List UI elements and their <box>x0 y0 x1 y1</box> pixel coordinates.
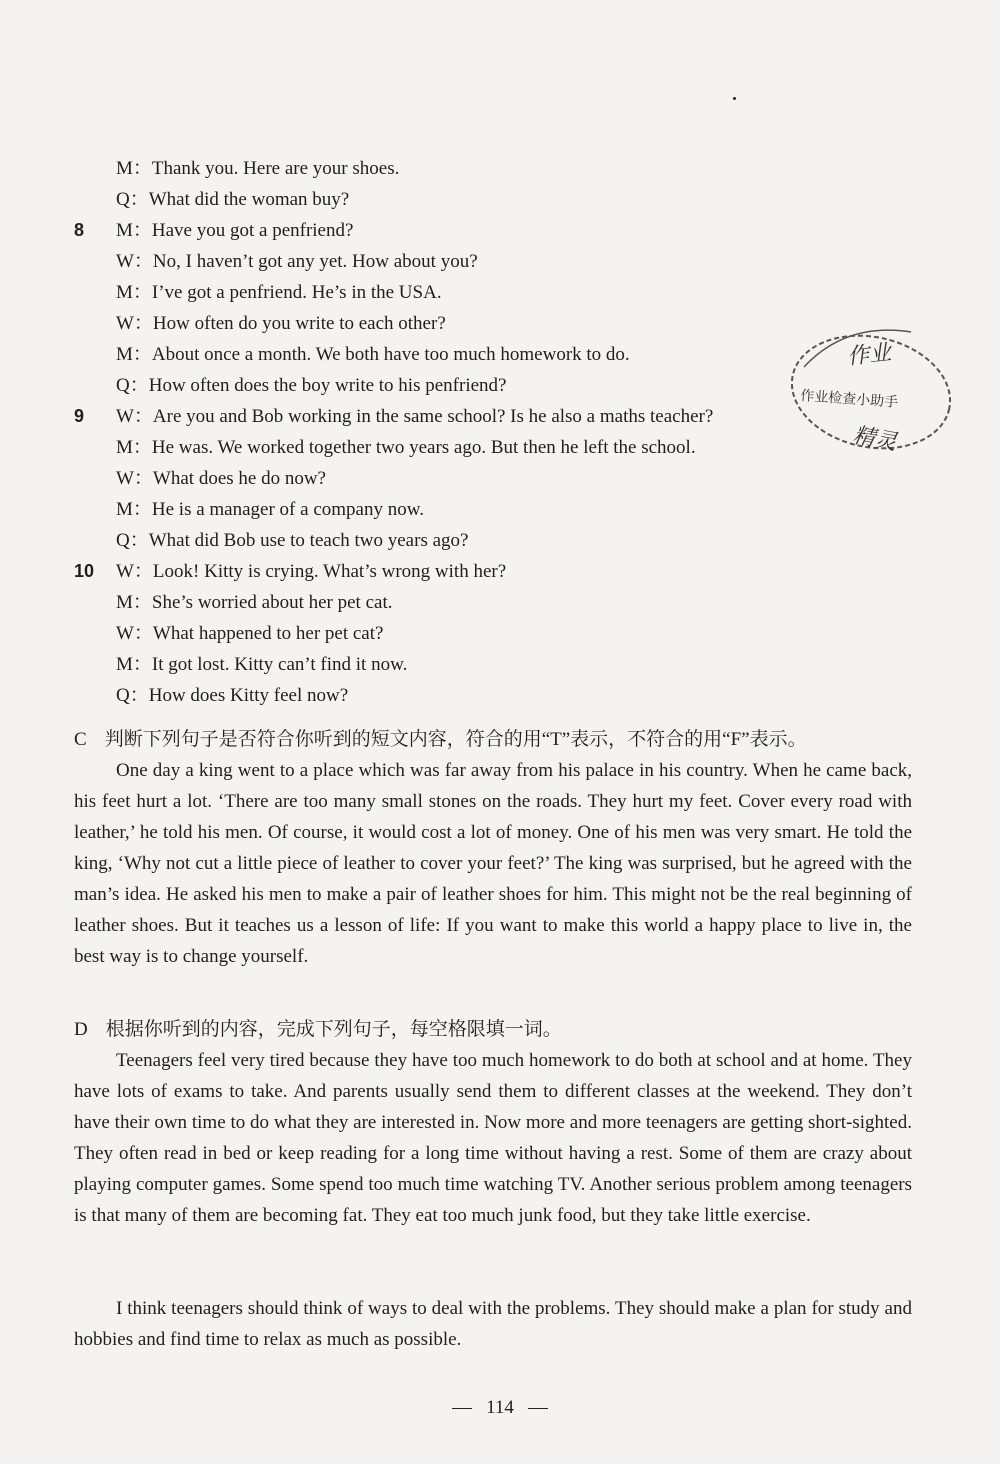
section-c-passage: One day a king went to a place which was far away from his palace in his country. When he came back, his feet hurt a lot. ‘There are too many small stones on the roads. They hurt my feet. Cover every road with leather,’ he told his men. Of course, it would cost a lot of money. One of his men was very smart. He told the king, ‘Why not cut a little piece of leather to cover your feet?’ The king was surprised, but he agreed with the man’s idea. He asked his men to make a pair of leather shoes for him. This might not be the real beginning of leather shoes. But it teaches us a lesson of life: If you want to make this world a happy place to live in, the best way is to change yourself. <box>74 760 912 967</box>
dialogue-text: M：About once a month. We both have too much homework to do. <box>116 344 630 365</box>
dialogue-line <box>0 649 1000 680</box>
section-d-passage-1: Teenagers feel very tired because they have too much homework to do both at school and at home. They have lots of exams to take. And parents usually send them to different classes at the weekend. They don’t have their own time to do what they are interested in. Now more and more teenagers are getting short-sighted. They often read in bed or keep reading for a long time without having a rest. Some of them are crazy about playing computer games. Some spend too much time watching TV. Another serious problem among teenagers is that many of them are becoming fat. They eat too much junk food, but they take little exercise. <box>74 1050 912 1226</box>
stamp-logo <box>786 312 956 472</box>
question-number: 8 <box>74 220 85 240</box>
dialogue-line <box>0 184 1000 215</box>
dialogue-text: W：What happened to her pet cat? <box>116 623 384 644</box>
dialogue-text: M：She’s worried about her pet cat. <box>116 592 393 613</box>
dialogue-line <box>0 680 1000 711</box>
section-d-passage-2: I think teenagers should think of ways to deal with the problems. They should make a plan for study and hobbies and find time to relax as much as possible. <box>74 1298 912 1350</box>
footer-dash-left <box>452 1408 472 1409</box>
question-number: 9 <box>74 406 85 426</box>
dialogue-line <box>0 494 1000 525</box>
dialogue-text: M：Have you got a penfriend? <box>116 220 354 241</box>
dialogue-text: Q：What did Bob use to teach two years ago? <box>116 530 469 551</box>
ink-dot <box>733 97 736 100</box>
section-c-letter: C <box>74 729 87 750</box>
dialogue-text: M：I’ve got a penfriend. He’s in the USA. <box>116 282 442 303</box>
stamp-top-text: 作业 <box>846 340 893 370</box>
dialogue-text: M：It got lost. Kitty can’t find it now. <box>116 654 408 675</box>
dialogue-text: M：Thank you. Here are your shoes. <box>116 158 400 179</box>
dialogue-text: M：He was. We worked together two years ago. But then he left the school. <box>116 437 696 458</box>
section-d-instruction: 根据你听到的内容，完成下列句子，每空格限填一词。 <box>105 1019 562 1040</box>
page-footer <box>0 1393 1000 1423</box>
section-d-letter: D <box>74 1019 88 1040</box>
dialogue-text: W：How often do you write to each other? <box>116 313 446 334</box>
dialogue-line <box>0 246 1000 277</box>
dialogue-text: Q：How does Kitty feel now? <box>116 685 349 706</box>
dialogue-line <box>0 525 1000 556</box>
dialogue-line <box>0 215 1000 246</box>
dialogue-line <box>0 277 1000 308</box>
dialogue-line <box>0 153 1000 184</box>
dialogue-text: W：What does he do now? <box>116 468 326 489</box>
dialogue-text: W：No, I haven’t got any yet. How about you? <box>116 251 478 272</box>
dialogue-text: W：Are you and Bob working in the same school? Is he also a maths teacher? <box>116 406 714 427</box>
dialogue-text: Q：What did the woman buy? <box>116 189 350 210</box>
dialogue-line <box>0 556 1000 587</box>
dialogue-line <box>0 618 1000 649</box>
page-number: 114 <box>486 1397 514 1418</box>
footer-dash-right <box>528 1408 548 1409</box>
dialogue-text: Q：How often does the boy write to his penfriend? <box>116 375 507 396</box>
dialogue-text: M：He is a manager of a company now. <box>116 499 424 520</box>
section-d-heading <box>74 1015 562 1045</box>
question-number: 10 <box>74 561 95 581</box>
section-c-heading <box>74 725 807 755</box>
section-c-instruction: 判断下列句子是否符合你听到的短文内容，符合的用“T”表示，不符合的用“F”表示。 <box>104 729 807 750</box>
dialogue-text: W：Look! Kitty is crying. What’s wrong with her? <box>116 561 507 582</box>
dialogue-line <box>0 587 1000 618</box>
stamp-middle-text: 作业检查小助手 <box>799 388 899 411</box>
stamp-bottom-text: 精灵 <box>850 423 899 456</box>
